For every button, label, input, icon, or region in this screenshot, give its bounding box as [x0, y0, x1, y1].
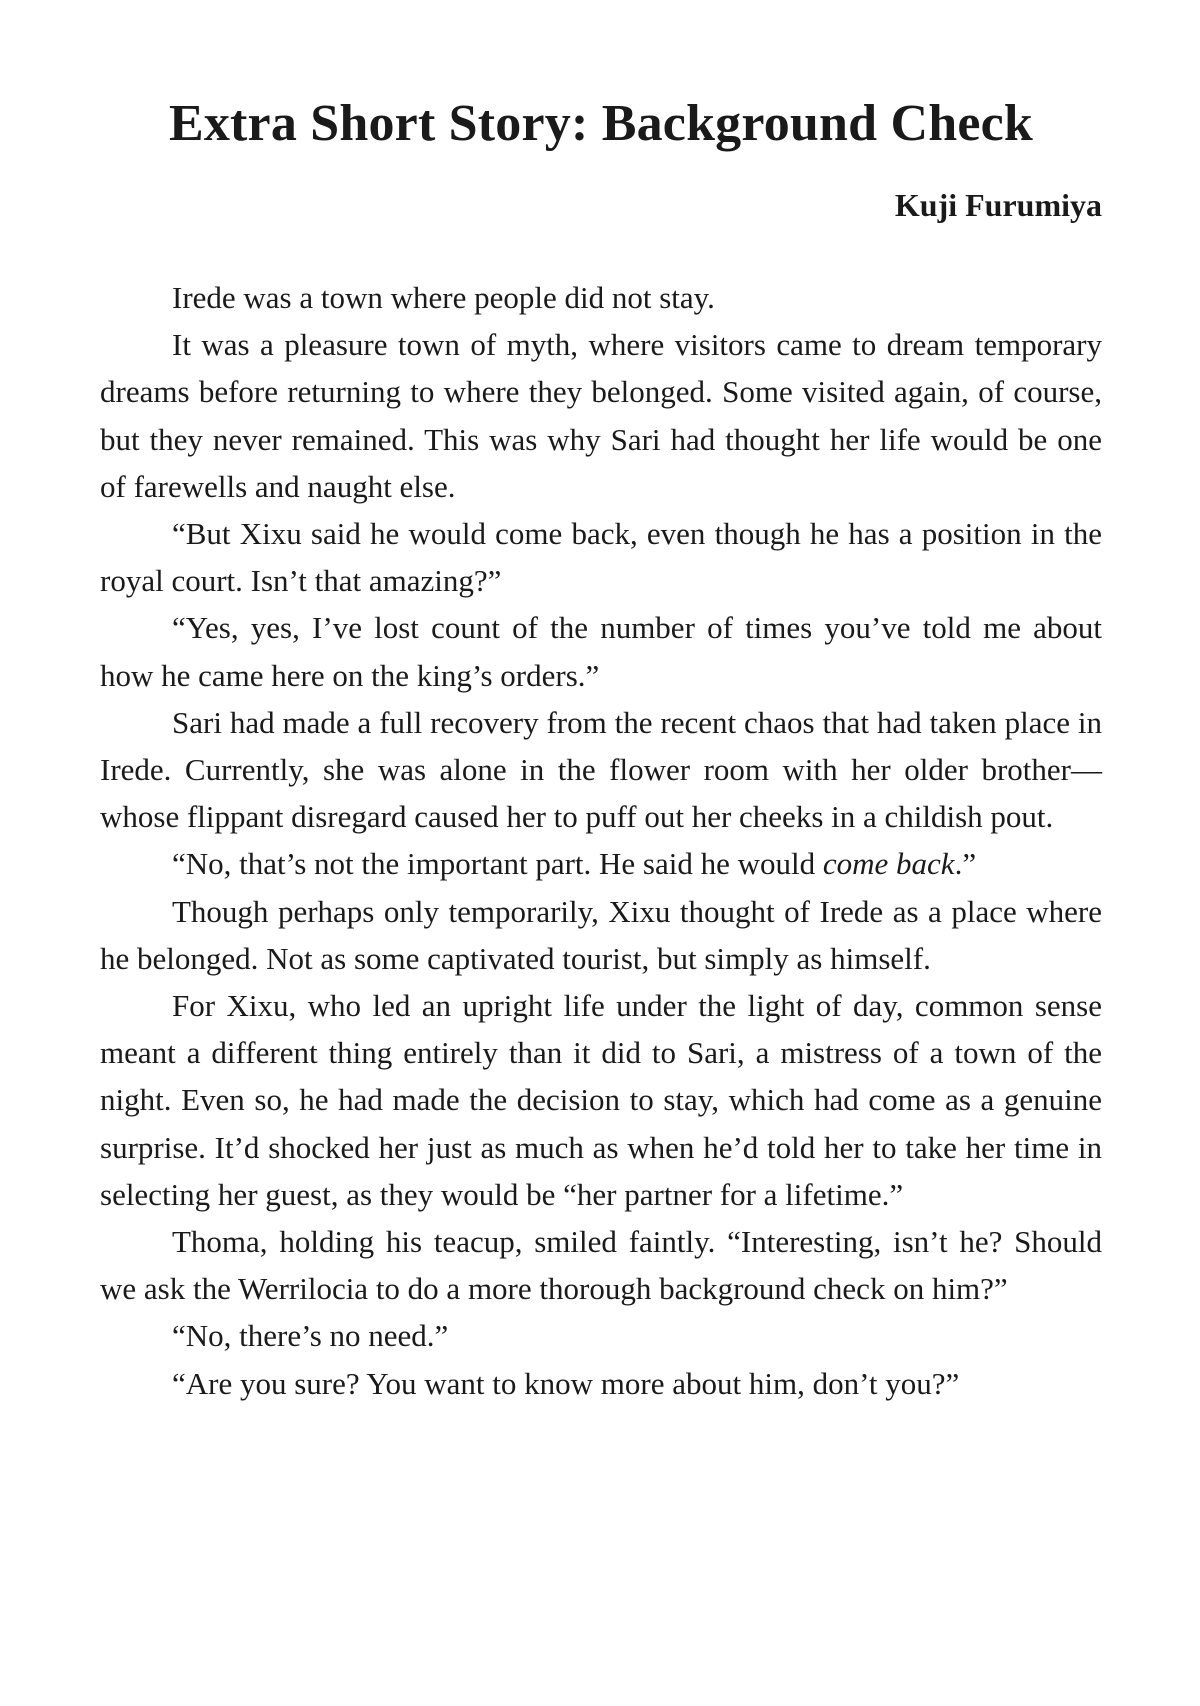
paragraph: Sari had made a full recovery from the recent chaos that had taken place in Irede. Currently, she was alone in the flower room with her older brother—whose flippant disregard caused her to puff out her cheeks in a childish pout. [100, 704, 1102, 835]
document-page [100, 0, 1102, 1706]
paragraph: “No, there’s no need.” [172, 1318, 449, 1354]
paragraph: It was a pleasure town of myth, where visitors came to dream temporary dreams before returning to where they belonged. Some visited again, of course, but they never remained. This was why Sari had thought her life would be one of farewells and naught else. [100, 327, 1102, 504]
paragraph: Though perhaps only temporarily, Xixu thought of Irede as a place where he belonged. Not as some captivated tourist, but simply as himself. [100, 893, 1102, 976]
paragraph: For Xixu, who led an upright life under the light of day, common sense meant a different thing entirely than it did to Sari, a mistress of a town of the night. Even so, he had made the decision to stay, which had come as a genuine surprise. It’d shocked her just as much as when he’d told her to take her time in selecting her guest, as they would be “her partner for a lifetime.” [100, 988, 1102, 1212]
paragraph: “Are you sure? You want to know more about him, don’t you?” [172, 1365, 960, 1401]
paragraph [100, 840, 1102, 887]
story-title: Extra Short Story: Background Check [168, 95, 1034, 152]
paragraph: “But Xixu said he would come back, even though he has a position in the royal court. Isn’t that amazing?” [100, 516, 1102, 599]
paragraph-text: “No, that’s not the important part. He said he would [172, 846, 823, 882]
story-body [100, 274, 1102, 1407]
paragraph-text: .” [954, 846, 977, 882]
paragraph: Thoma, holding his teacup, smiled faintly. “Interesting, isn’t he? Should we ask the Werrilocia to do a more thorough background check on him?” [100, 1224, 1102, 1307]
paragraph: “Yes, yes, I’ve lost count of the number of times you’ve told me about how he came here on the king’s orders.” [100, 610, 1102, 693]
emphasized-text: come back [822, 846, 955, 882]
paragraph: Irede was a town where people did not stay. [172, 280, 715, 315]
author-name: Kuji Furumiya [894, 187, 1102, 223]
